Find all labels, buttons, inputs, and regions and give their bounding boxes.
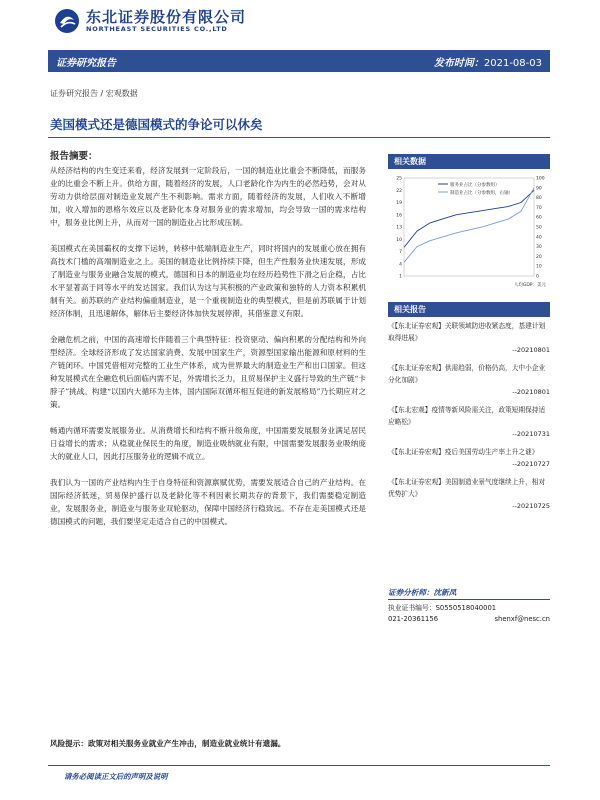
summary-paragraph: 美国模式在美国霸权的支撑下运转，转移中低端制造业生产，同时将国内的发展重心放在拥有高技术门槛的高端制造业之上。美国的制造业比例持续下降，但生产性服务业快速发展，形成了制造业与服务业融合发展的模式。德国和日本的制造业均在经历趋势性下滑之后企稳，占比水平显著高于同等水平的发达国家。我们认为这与其积极的产业政策和独特的人力资本积累机制有关。前苏联的产业结构偏重制造业，是一个重视制造业的典型模式，但是前苏联属于计划经济体制，且迅速解体，解体后主要经济体加快发展停滞，其借鉴意义有限。 <box>50 244 366 318</box>
related-report-date: --20210801 <box>512 346 550 354</box>
related-report-item[interactable] <box>388 320 550 356</box>
title-divider <box>48 137 550 138</box>
related-report-item[interactable] <box>388 362 550 398</box>
license-label: 执业证书编号： <box>388 604 436 612</box>
related-data-chart <box>388 172 550 290</box>
analyst-title: 证券分析师：沈新凤 <box>388 587 550 600</box>
company-name-cn: 东北证券股份有限公司 <box>86 8 247 26</box>
y-right-tick-label: 90 <box>536 186 542 192</box>
publish-label: 发布时间： <box>433 57 484 69</box>
summary-paragraph: 畅通内循环需要发展服务业。从消费增长和结构不断升级角度，中国需要发展服务业满足居民日益增长的需求；从稳就业保民生的角度，制造业吸纳就业有限，中国需要发展服务业吸纳庞大的就业人口，因此打压服务业的逻辑不成立。 <box>50 426 366 461</box>
related-report-date: --20210801 <box>512 388 550 396</box>
legend-services: 服务业占比（分参数组） <box>450 183 500 188</box>
related-report-title: 《【东北证券宏观】关联领域防进收紧态度，基建计划取得进展》 <box>388 322 546 342</box>
related-reports-list <box>388 320 550 518</box>
y-left-tick-label: 22 <box>396 188 402 194</box>
y-right-tick-label: 50 <box>536 225 542 231</box>
related-report-title: 《【东北证券宏观】疫后美国劳动生产率上升之谜》 <box>388 448 539 456</box>
y-right-tick-label: 70 <box>536 205 542 211</box>
chart-legend <box>438 181 513 196</box>
risk-label: 风险提示： <box>50 739 88 748</box>
y-left-tick-label: 25 <box>396 176 402 182</box>
analyst-email[interactable]: shenxf@nesc.cn <box>494 615 550 623</box>
report-header-bar <box>48 50 550 72</box>
related-report-title: 《【东北证券宏观】供需趋弱，价格仍高，大中小企业分化加剧》 <box>388 364 546 384</box>
page-title: 美国模式还是德国模式的争论可以休矣 <box>50 117 263 132</box>
publish-date: 2021-08-03 <box>483 57 542 69</box>
y-right-tick-label: 60 <box>536 215 542 221</box>
related-report-item[interactable] <box>388 476 550 512</box>
y-right-tick-label: 10 <box>536 264 542 270</box>
y-left-tick-label: 1 <box>399 274 402 280</box>
y-right-tick-label: 40 <box>536 235 542 241</box>
related-report-title: 《【东北宏观】疫情等新风险需关注，政策短期保持适应略松》 <box>388 406 546 426</box>
related-report-date: --20210731 <box>512 430 550 438</box>
y-left-tick-label: 10 <box>396 237 402 243</box>
y-right-tick-label: 20 <box>536 254 542 260</box>
analyst-license <box>388 603 550 614</box>
chart-source: 人均GDP：美元 <box>513 283 546 288</box>
y-left-tick-label: 16 <box>396 213 402 219</box>
risk-warning <box>50 738 380 749</box>
company-name-en: NORTHEAST SECURITIES CO.,LTD <box>86 25 228 33</box>
related-report-item[interactable] <box>388 446 550 470</box>
report-type: 证券研究报告 <box>56 57 116 69</box>
risk-text: 政策对相关服务业就业产生冲击，制造业就业统计有遗漏。 <box>87 739 286 748</box>
related-reports-heading: 相关报告 <box>388 302 550 317</box>
series-line-manufacturing <box>404 188 534 262</box>
company-logo-icon <box>54 8 80 34</box>
analyst-phone: 021-20361156 <box>388 615 439 623</box>
summary-paragraph: 我们认为一国的产业结构内生于自身特征和资源禀赋优势，需要发展适合自己的产业结构。在国际经济低迷，贸易保护盛行以及老龄化等不利因素长期共存的背景下，我们需要稳定制造业，发展服务业，制造业与服务业双轮驱动，保障中国经济行稳致远。不存在走美国模式还是德国模式的问题，我们要坚定走适合自己的中国模式。 <box>50 478 366 526</box>
series-line-services <box>404 190 534 247</box>
summary-heading: 报告摘要： <box>50 151 98 162</box>
publish-info <box>434 54 542 69</box>
y-left-tick-label: 4 <box>399 262 402 268</box>
license-number: S0550518040001 <box>435 604 497 612</box>
y-right-tick-label: 30 <box>536 245 542 251</box>
y-left-tick-label: 7 <box>399 250 402 255</box>
summary-paragraph: 从经济结构的内生变迁来看，经济发展到一定阶段后，一国的制造业比重会不断降低，而服务业的比重会不断上升。供给方面，随着经济的发展，人口老龄化作为内生的必然趋势，会对从劳动力供给层面对制造业发展产生不利影响。需求方面，随着经济的发展，人们收入不断增加，收入增加的恩格尔效应以及老龄化本身对服务业的需求增加，均会导致一国的需求结构中，服务业比例上升，从而对一国的制造业占比形成压制。 <box>50 166 366 227</box>
y-right-tick-label: 80 <box>536 196 542 202</box>
analyst-info <box>388 587 550 625</box>
summary-paragraph: 金融危机之前，中国的高速增长伴随着三个典型特征：投资驱动、偏向积累的分配结构和外向型经济。全球经济形成了发达国家消费、发展中国家生产，资源型国家输出能源和原材料的生产链闭环。中国凭借相对完整的工业生产体系，成为世界最大的制造业生产和出口国家。但这种发展模式在全融危机后面临内需不足，外需增长乏力，且贸易保护主义盛行导致的生产链“卡脖子”挑战。构建“以国内大循环为主体，国内国际双循环相互促进的新发展格局”乃长期应对之策。 <box>50 335 366 409</box>
footer-divider <box>48 765 550 766</box>
analyst-contact <box>388 614 550 625</box>
summary-body <box>50 164 366 541</box>
y-left-tick-label: 13 <box>396 225 402 231</box>
legend-manufacturing: 制造业占比（分参数组，右轴） <box>450 191 513 196</box>
related-data-heading: 相关数据 <box>388 154 550 169</box>
y-left-tick-label: 19 <box>396 201 402 206</box>
related-report-date: --20210725 <box>512 502 550 510</box>
y-right-tick-label: 100 <box>536 176 545 182</box>
related-report-date: --20210727 <box>512 460 550 468</box>
related-report-item[interactable] <box>388 404 550 440</box>
breadcrumb: 证券研究报告 / 宏观数据 <box>50 89 138 98</box>
company-logo <box>54 6 246 36</box>
related-report-title: 《【东北证券宏观】美国制造业景气度继续上升，相对优势扩大》 <box>388 478 546 498</box>
footer-note: 请务必阅读正文后的声明及说明 <box>64 772 168 781</box>
y-right-tick-label: 0 <box>536 274 539 280</box>
